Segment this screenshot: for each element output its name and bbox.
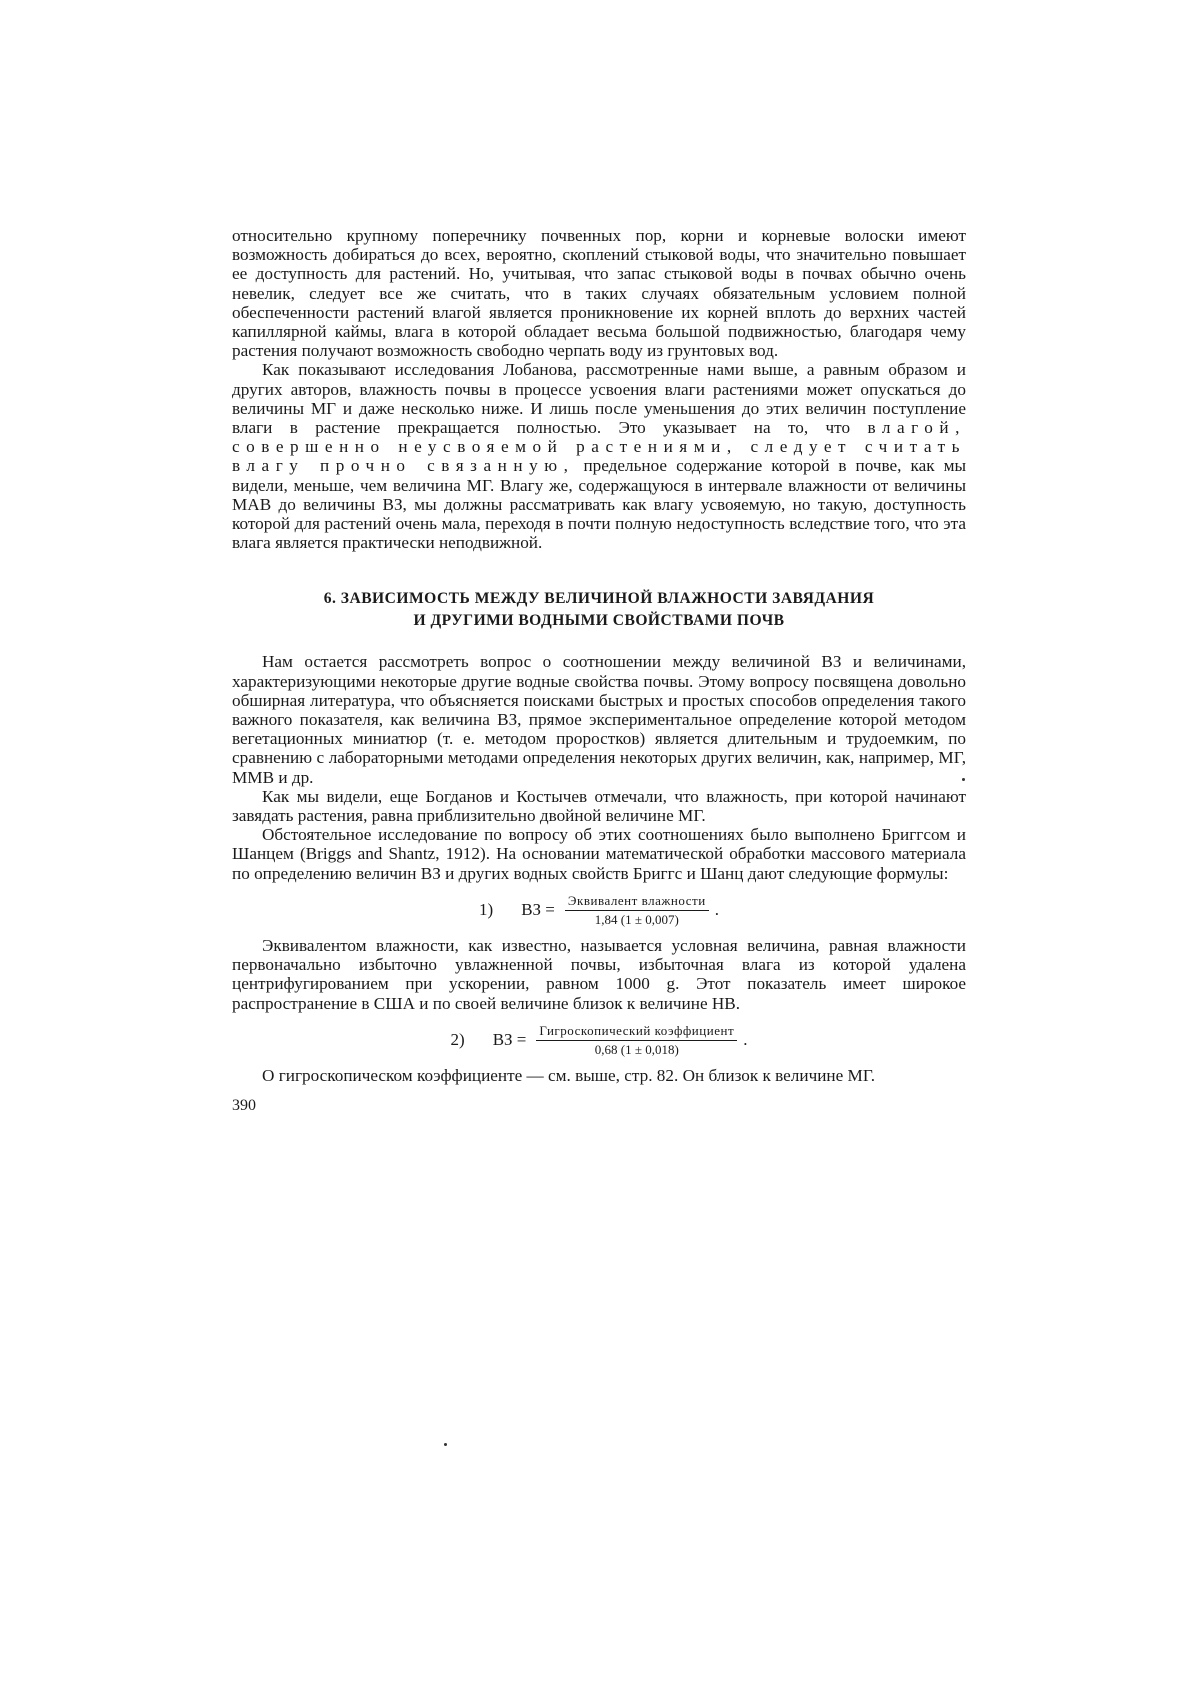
formula-2-denominator: 0,68 (1 ± 0,018)	[594, 1041, 679, 1057]
formula-2-end: .	[743, 1030, 748, 1050]
paragraph-lobanov-rest: предельное содержание которой в почве, как мы видели, меньше, чем величина МГ. Влагу же, содержащуюся в интервале влажности от величины МАВ до величины ВЗ, мы должны рассматривать как влагу усвояемую, но такую, доступность которой для растений очень мала, переходя в почти полную недоступность вследствие того, что эта влага является практически неподвижной.	[232, 456, 966, 553]
formula-2-fraction	[536, 1023, 737, 1058]
formula-2-numerator: Гигроскопический коэффициент	[536, 1023, 737, 1041]
paragraph-briggs: Обстоятельное исследование по вопросу об этих соотношениях было выполнено Бриггсом и Шанцем (Briggs and Shantz, 1912). На основании математической обработки массового материала по определению величин ВЗ и других водных свойств Бриггс и Шанц дают следующие формулы:	[232, 825, 966, 883]
paragraph-intro: Нам остается рассмотреть вопрос о соотношении между величиной ВЗ и величинами, характеризующими некоторые другие водные свойства почвы. Этому вопросу посвящена довольно обширная литература, что объясняется поисками быстрых и простых способов определения такого важного показателя, как величина ВЗ, прямое экспериментальное определение которой методом вегетационных миниатюр (т. е. методом проростков) является длительным и трудоемким, по сравнению с лабораторными методами определения некоторых других величин, как, например, МГ, ММВ и др.	[232, 652, 966, 787]
paragraph-bogdanov: Как мы видели, еще Богданов и Костычев отмечали, что влажность, при которой начинают завядать растения, равна приблизительно двойной величине МГ.	[232, 786, 966, 826]
paragraph-hygroscopic: О гигроскопическом коэффициенте — см. выше, стр. 82. Он близок к величине МГ.	[262, 1065, 876, 1085]
formula-1-end: .	[714, 900, 719, 920]
paragraph-roots: относительно крупному поперечнику почвенных пор, корни и корневые волоски имеют возможность добираться до всех, вероятно, скоплений стыковой воды, что значительно повышает ее доступность для растений. Но, учитывая, что запас стыковой воды в почвах обычно очень невелик, следует все же считать, что в таких случаях обязательным условием полной обеспеченности растений влагой является проникновение их корней вплоть до верхних частей капиллярной каймы, влага в которой обладает весьма большой подвижностью, благодаря чему растения получают возможность свободно черпать воду из грунтовых вод.	[232, 226, 966, 361]
formula-1-lhs: ВЗ =	[521, 900, 555, 920]
formula-2-number: 2)	[450, 1030, 465, 1050]
formula-1-number: 1)	[479, 900, 494, 920]
section-heading-line1: 6. ЗАВИСИМОСТЬ МЕЖДУ ВЕЛИЧИНОЙ ВЛАЖНОСТИ ЗАВЯДАНИЯ	[323, 590, 875, 608]
page-number: 390	[232, 1096, 256, 1114]
paragraph-equivalent: Эквивалентом влажности, как известно, называется условная величина, равная влажности первоначально избыточно увлажненной почвы, избыточная влага из которой удалена центрифугированием при ускорении, равном 1000 g. Этот показатель имеет широкое распространение в США и по своей величине близок к величине НВ.	[232, 935, 966, 1013]
formula-1-numerator: Эквивалент влажности	[565, 893, 709, 911]
formula-1-denominator: 1,84 (1 ± 0,007)	[594, 911, 679, 927]
paragraph-lobanov-text: Как показывают исследования Лобанова, рассмотренные нами выше, а равным образом и других авторов, влажность почвы в процессе усвоения влаги растениями может опускаться до величины МГ и даже несколько ниже. И лишь после уменьшения до этих величин поступление влаги в растение прекращается полностью. Это указывает на то, что	[232, 360, 966, 438]
print-speck	[962, 778, 965, 781]
formula-2-lhs: ВЗ =	[492, 1030, 527, 1050]
formula-2	[232, 1023, 966, 1058]
section-heading-line2: И ДРУГИМИ ВОДНЫМИ СВОЙСТВАМИ ПОЧВ	[413, 612, 785, 630]
formula-1	[232, 893, 966, 928]
paragraph-lobanov	[232, 360, 966, 552]
emphasis-spaced-text: влагой, совершенно неусвояемой растениями, следует считать влагу прочно связанную,	[232, 418, 966, 476]
page-content	[232, 226, 966, 1115]
print-speck	[444, 1443, 447, 1446]
section-heading	[232, 588, 966, 632]
formula-1-fraction	[565, 893, 709, 928]
